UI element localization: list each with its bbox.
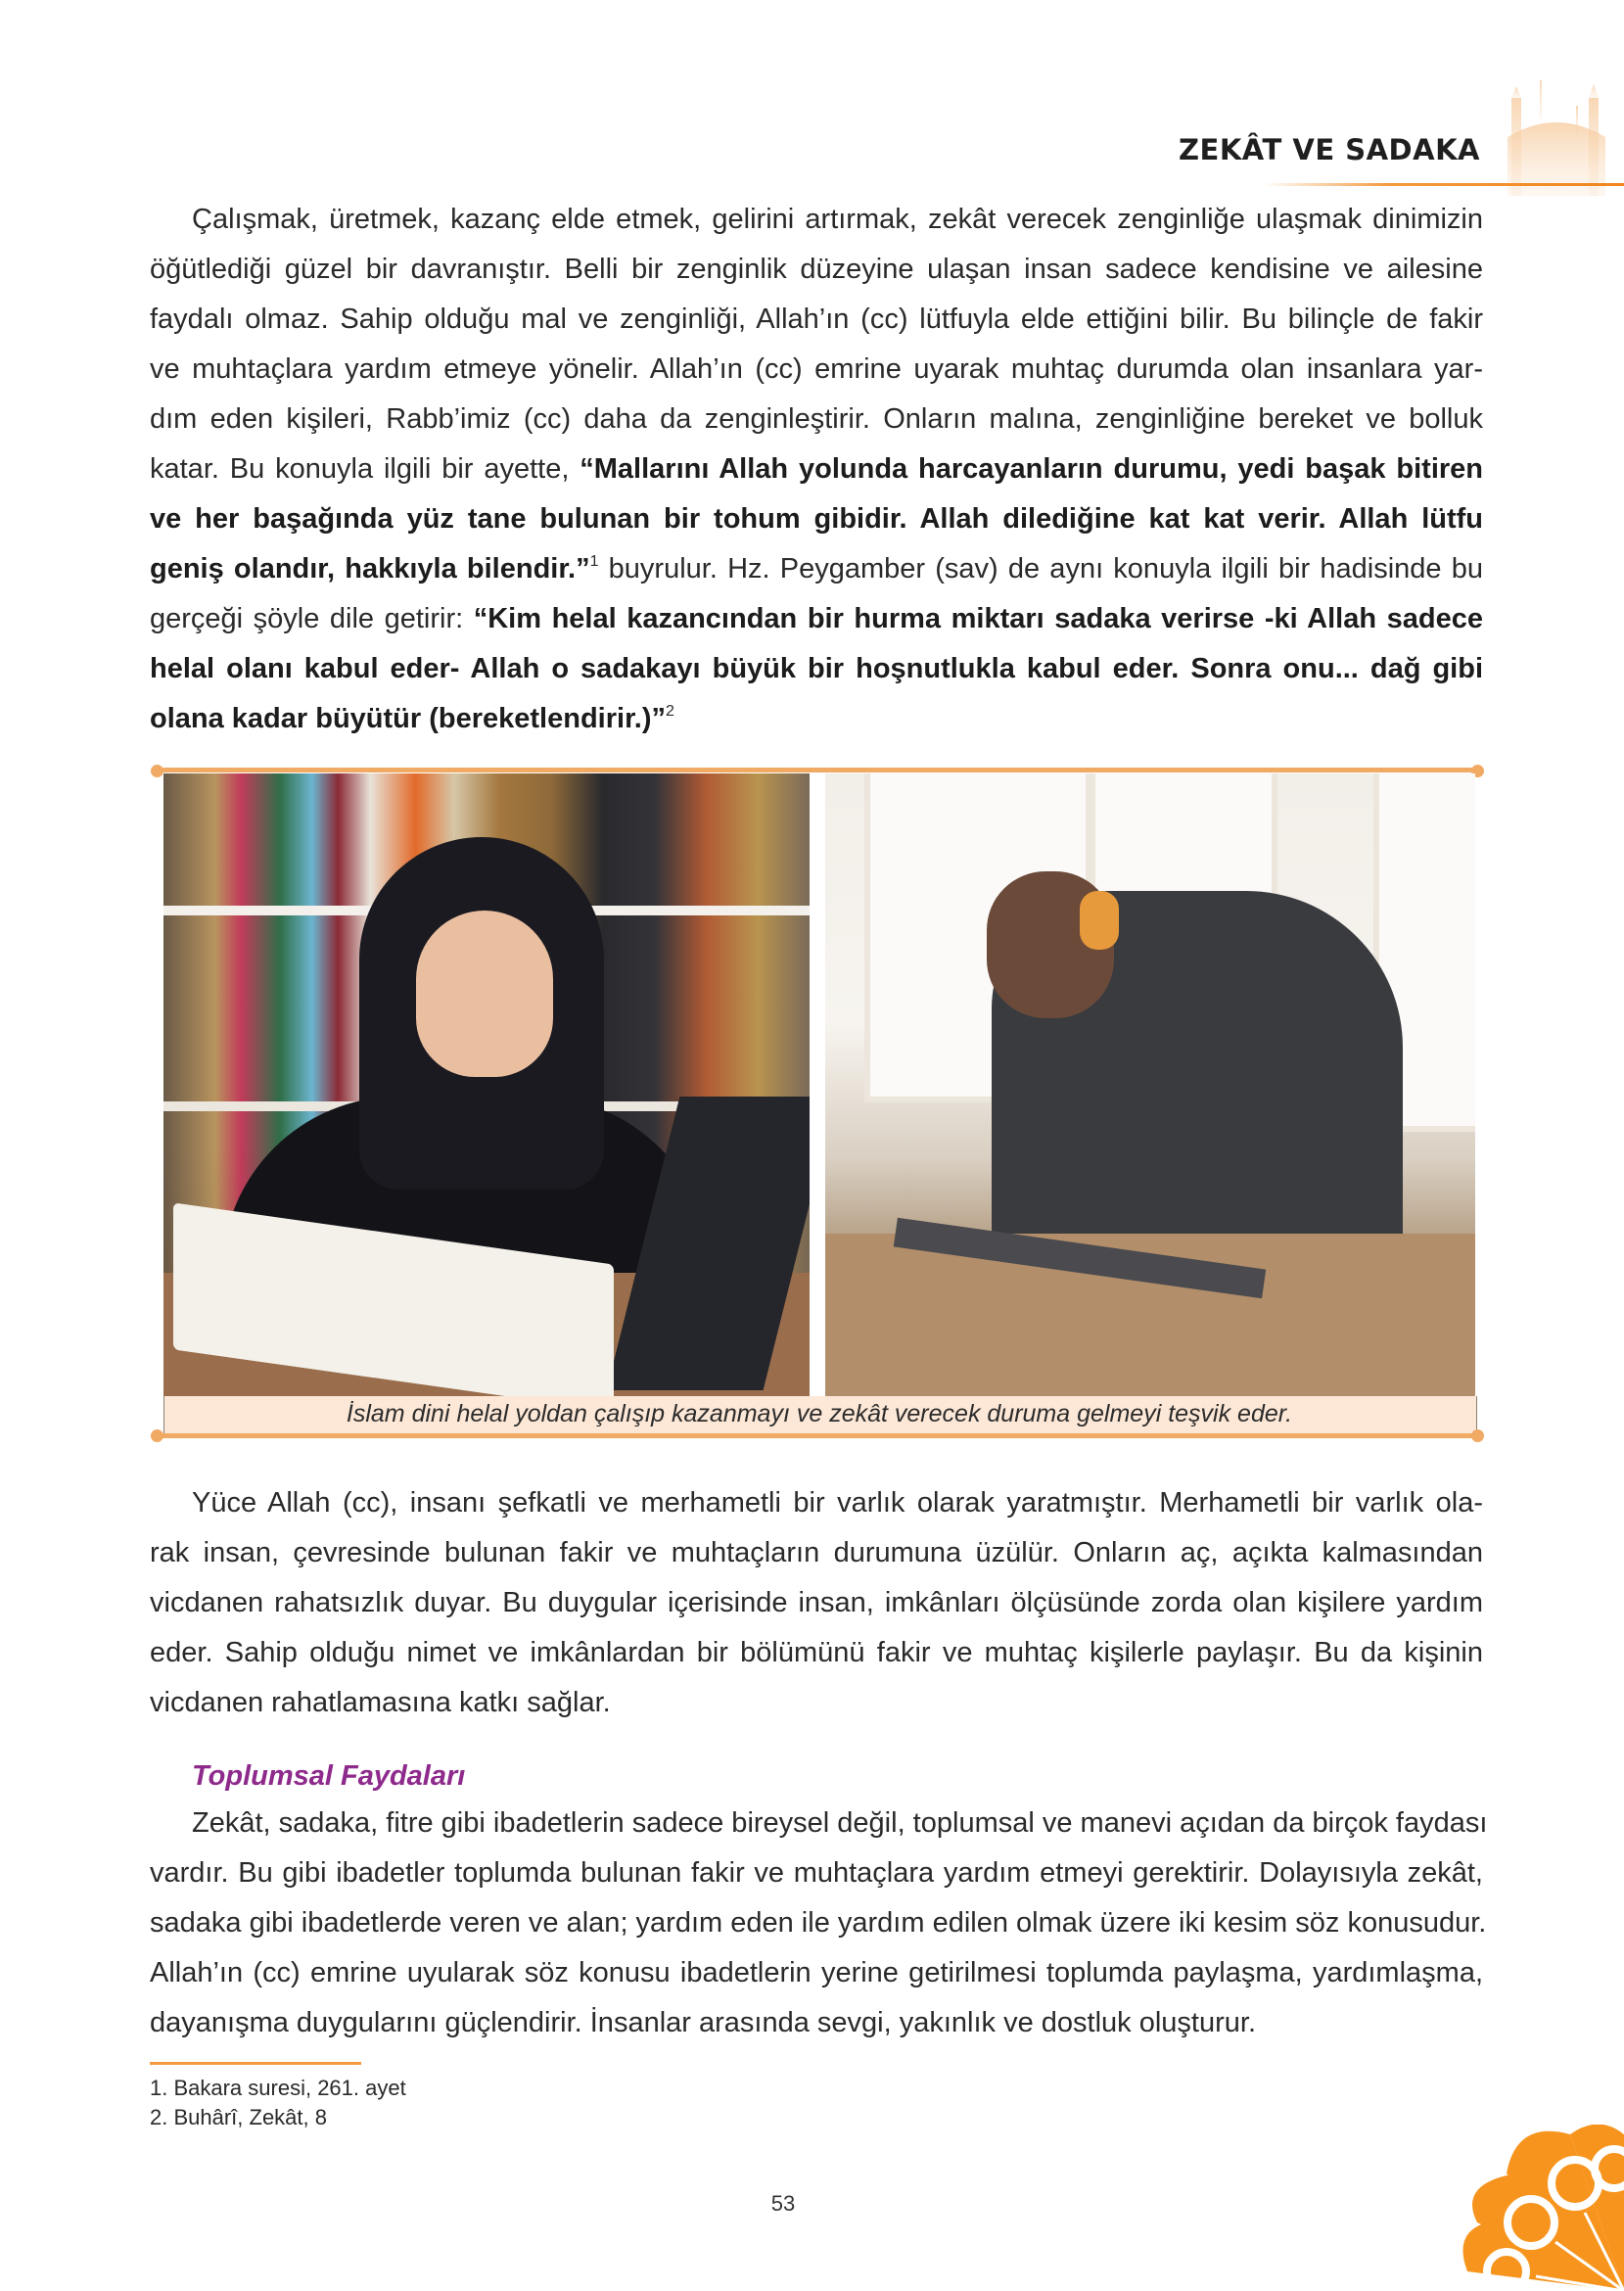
text-line [150, 544, 1483, 594]
hadith-quote: “Kim helal kazancından bir hurma miktarı sadaka verirse -ki Allah sadece [473, 603, 1483, 634]
chapter-title: ZEKÂT VE SADAKA [1179, 133, 1480, 166]
text-line [150, 644, 1483, 694]
text-line: ve muhtaçlara yardım etmeye yönelir. Allah’ın (cc) emrine uyarak muhtaç durumda olan insanlara yar- [150, 353, 1483, 385]
figure-frame-top [157, 768, 1478, 772]
verse-quote: ve her başağında yüz tane bulunan bir tohum gibidir. Allah dilediğine kat kat verir. Allah lütfu [150, 503, 1483, 535]
face [416, 911, 553, 1077]
header-divider [1263, 183, 1624, 186]
verse-quote: geniş olandır, hakkıyla bilendir.” [150, 553, 590, 584]
text-line: eder. Sahip olduğu nimet ve imkânlardan bir bölümünü fakir ve muhtaç kişilerle paylaşır. Bu da kişinin [150, 1637, 1483, 1668]
photo-woman-studying [163, 773, 810, 1396]
text-run: buyrulur. Hz. Peygamber (sav) de aynı konuyla ilgili bir hadisinde bu [598, 553, 1483, 584]
ear-protector [1080, 891, 1119, 950]
footnote-divider [150, 2062, 361, 2065]
footnote-1: 1. Bakara suresi, 261. ayet [150, 2076, 406, 2100]
frame-dot [151, 765, 163, 777]
text-line: vardır. Bu gibi ibadetler toplumda bulunan fakir ve muhtaçlara yardım etmeyi gerektirir. Dolayısıyla zekât, [150, 1857, 1483, 1889]
footnotes [150, 2074, 406, 2132]
text-line: dım eden kişileri, Rabb’imiz (cc) daha da zenginleştirir. Onların malına, zenginliğine bereket ve bolluk [150, 403, 1483, 435]
text-line: öğütlediği güzel bir davranıştır. Belli bir zenginlik düzeyine ulaşan insan sadece kendisine ve ailesine [150, 254, 1483, 285]
mercy-paragraph [150, 1478, 1483, 1728]
section-heading: Toplumsal Faydaları [192, 1760, 466, 1792]
text-line: Çalışmak, üretmek, kazanç elde etmek, gelirini artırmak, zekât verecek zenginliğe ulaşmak dinimizin [192, 204, 1483, 235]
text-line [150, 694, 1483, 744]
text-line: sadaka gibi ibadetlerde veren ve alan; yardım eden ile yardım edilen olmak üzere iki kesim söz konusudur. [150, 1907, 1487, 1939]
footnote-2: 2. Buhârî, Zekât, 8 [150, 2105, 327, 2129]
text-line: Yüce Allah (cc), insanı şefkatli ve merhametli bir varlık olarak yaratmıştır. Merhametli bir varlık ola- [192, 1487, 1483, 1519]
text-line: dayanışma duygularını güçlendirir. İnsanlar arasında sevgi, yakınlık ve dostluk oluşturur. [150, 2007, 1256, 2038]
text-line [150, 594, 1483, 644]
text-line: Allah’ın (cc) emrine uyularak söz konusu ibadetlerin yerine getirilmesi toplumda paylaşma, yardımlaşma, [150, 1957, 1483, 1988]
frame-dot [1471, 1429, 1484, 1442]
figure-caption: İslam dini helal yoldan çalışıp kazanmayı ve zekât verecek duruma gelmeyi teşvik eder. [346, 1400, 1293, 1427]
mosque-silhouette-icon [1498, 78, 1615, 196]
text-run: katar. Bu konuyla ilgili bir ayette, [150, 453, 580, 485]
page-number: 53 [770, 2191, 796, 2216]
social-benefits-paragraph [150, 1799, 1488, 2048]
footnote-ref: 1 [589, 553, 599, 570]
verse-quote: “Mallarını Allah yolunda harcayanların durumu, yedi başak bitiren [580, 453, 1484, 485]
text-line [150, 494, 1483, 544]
text-line: faydalı olmaz. Sahip olduğu mal ve zenginliği, Allah’ın (cc) lütfuyla elde ettiğini bilir. Bu bilinçle de fakir [150, 304, 1483, 335]
frame-dot [151, 1429, 163, 1442]
text-line: vicdanen rahatsızlık duyar. Bu duygular içerisinde insan, imkânları ölçüsünde zorda olan kişilere yardım [150, 1587, 1483, 1618]
text-line [150, 444, 1483, 494]
hadith-quote: olana kadar büyütür (bereketlendirir.)” [150, 703, 666, 734]
hadith-quote: helal olanı kabul eder- Allah o sadakayı büyük bir hoşnutlukla kabul eder. Sonra onu... dağ gibi [150, 653, 1483, 684]
text-line: Zekât, sadaka, fitre gibi ibadetlerin sadece bireysel değil, toplumsal ve manevi açıdan da birçok faydası [192, 1807, 1488, 1839]
text-run: gerçeği şöyle dile getirir: [150, 603, 474, 634]
text-line: vicdanen rahatlamasına katkı sağlar. [150, 1687, 611, 1718]
text-line: rak insan, çevresinde bulunan fakir ve muhtaçların durumuna üzülür. Onların aç, açıkta kalmasından [150, 1537, 1483, 1568]
figure-frame-bottom [157, 1433, 1478, 1438]
footnote-ref: 2 [665, 703, 674, 720]
intro-paragraph [150, 195, 1483, 744]
orange-flower-ornament-icon [1459, 2125, 1624, 2291]
photo-worker-grinding [825, 773, 1475, 1396]
